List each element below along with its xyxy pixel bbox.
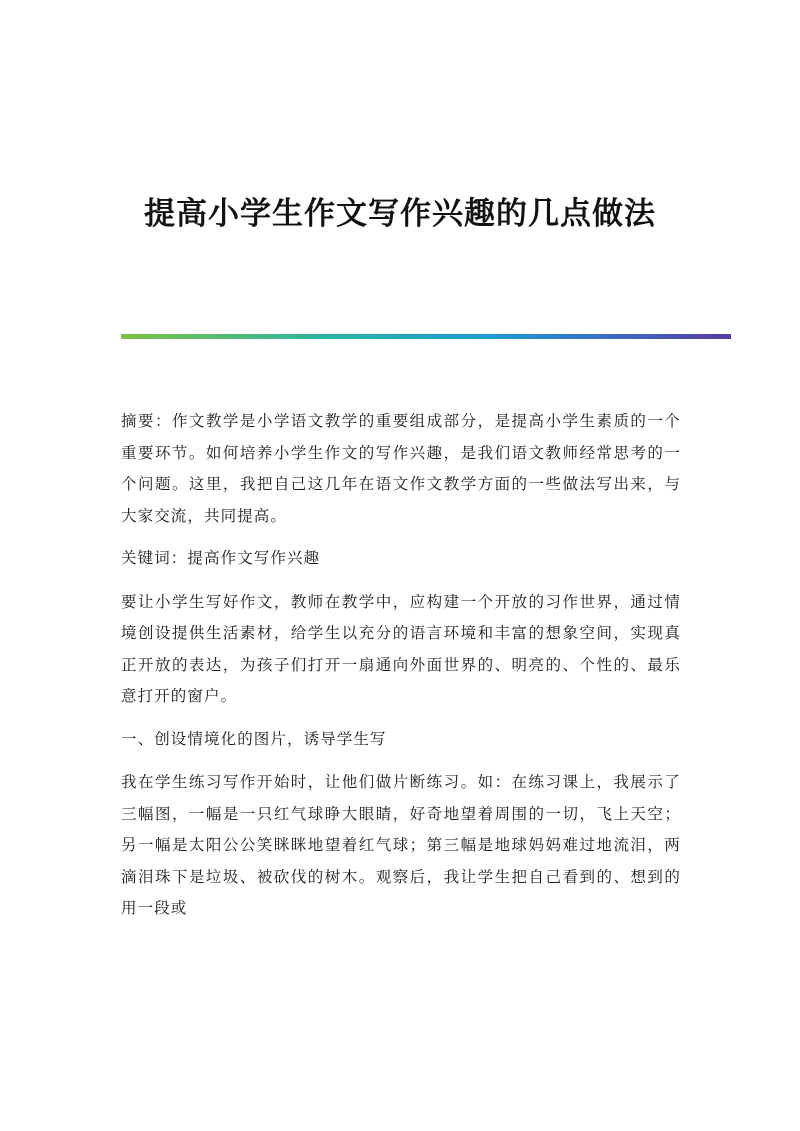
title-divider	[121, 334, 731, 339]
abstract-paragraph: 摘要：作文教学是小学语文教学的重要组成部分，是提高小学生素质的一个重要环节。如何培养小学生作文的写作兴趣，是我们语文教师经常思考的一个问题。这里，我把自己这几年在语文作文教学方面的一些做法写出来，与大家交流，共同提高。	[121, 412, 681, 525]
section-body-paragraph: 我在学生练习写作开始时，让他们做片断练习。如：在练习课上，我展示了三幅图，一幅是一只红气球睁大眼睛，好奇地望着周围的一切，飞上天空；另一幅是太阳公公笑眯眯地望着红气球；第三幅是地球妈妈难过地流泪，两滴泪珠下是垃圾、被砍伐的树木。观察后，我让学生把自己看到的、想到的用一段或	[121, 773, 681, 917]
section-heading: 一、创设情境化的图片，诱导学生写	[121, 729, 387, 748]
keywords-paragraph: 关键词：提高作文写作兴趣	[121, 549, 321, 567]
document-body	[121, 406, 681, 936]
intro-paragraph: 要让小学生写好作文，教师在教学中，应构建一个开放的习作世界，通过情境创设提供生活素材，给学生以充分的语言环境和丰富的想象空间，实现真正开放的表达，为孩子们打开一扇通向外面世界的、明亮的、个性的、最乐意打开的窗户。	[121, 592, 681, 705]
document-title: 提高小学生作文写作兴趣的几点做法	[144, 196, 656, 232]
